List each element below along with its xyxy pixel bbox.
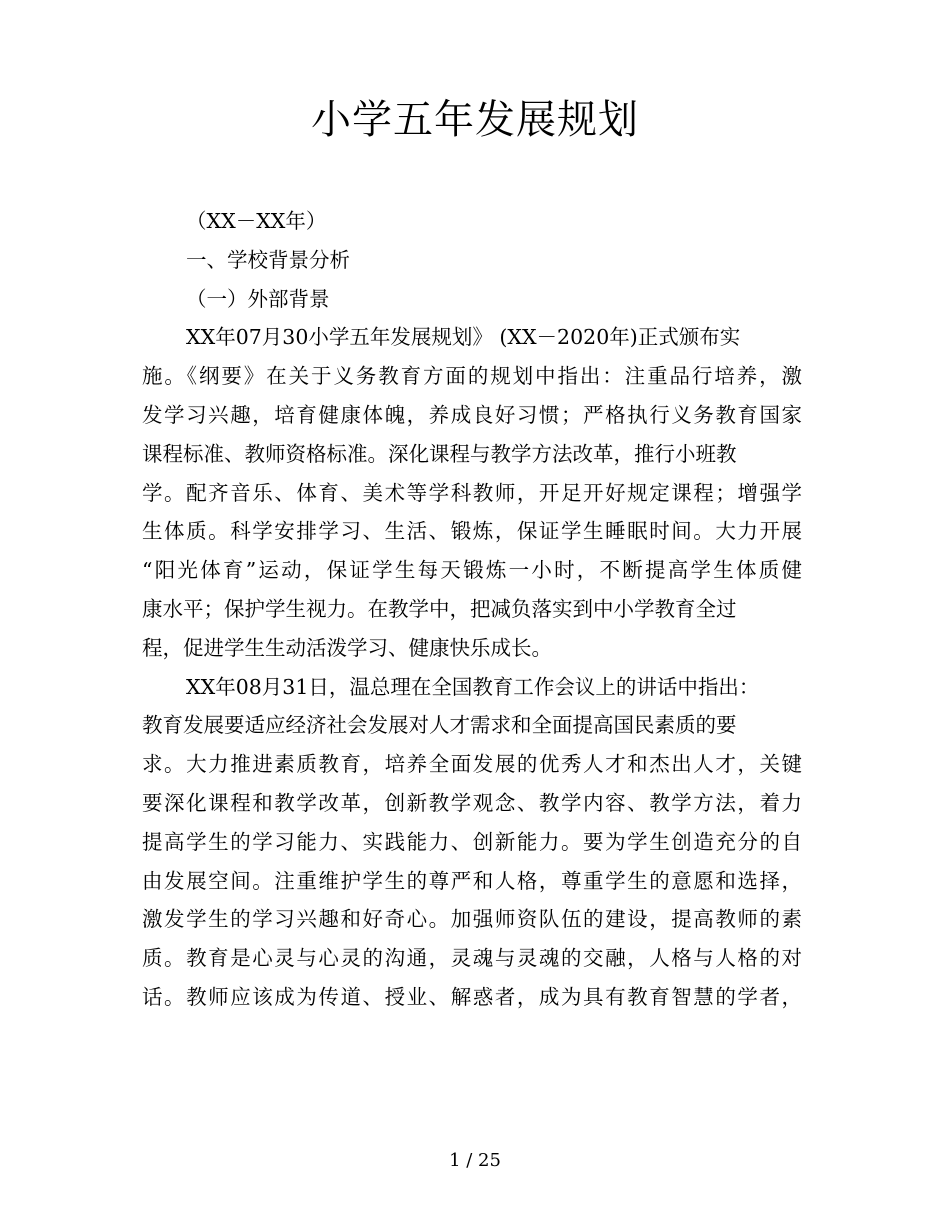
body-line: 程，促进学生生动活泼学习、健康快乐成长。: [142, 635, 552, 660]
body-line: 话。教师应该成为传道、授业、解惑者，成为具有教育智慧的学者，: [142, 984, 802, 1009]
body-line: 质。教育是心灵与心灵的沟通，灵魂与灵魂的交融，人格与人格的对: [142, 946, 802, 971]
body-line: XX年08月31日，温总理在全国教育工作会议上的讲话中指出：: [186, 674, 760, 699]
body-line: 由发展空间。注重维护学生的尊严和人格，尊重学生的意愿和选择，: [142, 868, 802, 893]
body-line: （一）外部背景: [186, 286, 330, 311]
body-line: （XX－XX年）: [186, 209, 327, 233]
body-line: 一、学校背景分析: [186, 247, 350, 272]
body-line: 求。大力推进素质教育，培养全面发展的优秀人才和杰出人才，关键: [142, 752, 802, 777]
body-line: 教育发展要适应经济社会发展对人才需求和全面提高国民素质的要: [142, 713, 737, 738]
body-line: 生体质。科学安排学习、生活、锻炼，保证学生睡眠时间。大力开展: [142, 519, 802, 544]
body-line: 发学习兴趣，培育健康体魄，养成良好习惯；严格执行义务教育国家: [142, 402, 802, 427]
document-body: [142, 202, 802, 1017]
document-title: 小学五年发展规划: [311, 97, 639, 143]
body-line: 激发学生的学习兴趣和好奇心。加强师资队伍的建设，提高教师的素: [142, 907, 802, 932]
body-line: 学。配齐音乐、体育、美术等学科教师，开足开好规定课程；增强学: [142, 480, 802, 505]
body-line: 要深化课程和教学改革，创新教学观念、教学内容、教学方法，着力: [142, 790, 802, 815]
body-line: 康水平；保护学生视力。在教学中，把减负落实到中小学教育全过: [142, 596, 737, 621]
body-line: XX年07月30小学五年发展规划》 (XX－2020年)正式颁布实: [186, 325, 741, 350]
body-line: 课程标准、教师资格标准。深化课程与教学方法改革，推行小班教: [142, 441, 737, 466]
body-line: 施。《纲要》在关于义务教育方面的规划中指出：注重品行培养，激: [142, 364, 802, 389]
body-line: 提高学生的学习能力、实践能力、创新能力。要为学生创造充分的自: [142, 829, 802, 854]
body-line: “阳光体育”运动，保证学生每天锻炼一小时，不断提高学生体质健: [142, 558, 802, 583]
page-number: 1 / 25: [449, 1150, 501, 1171]
